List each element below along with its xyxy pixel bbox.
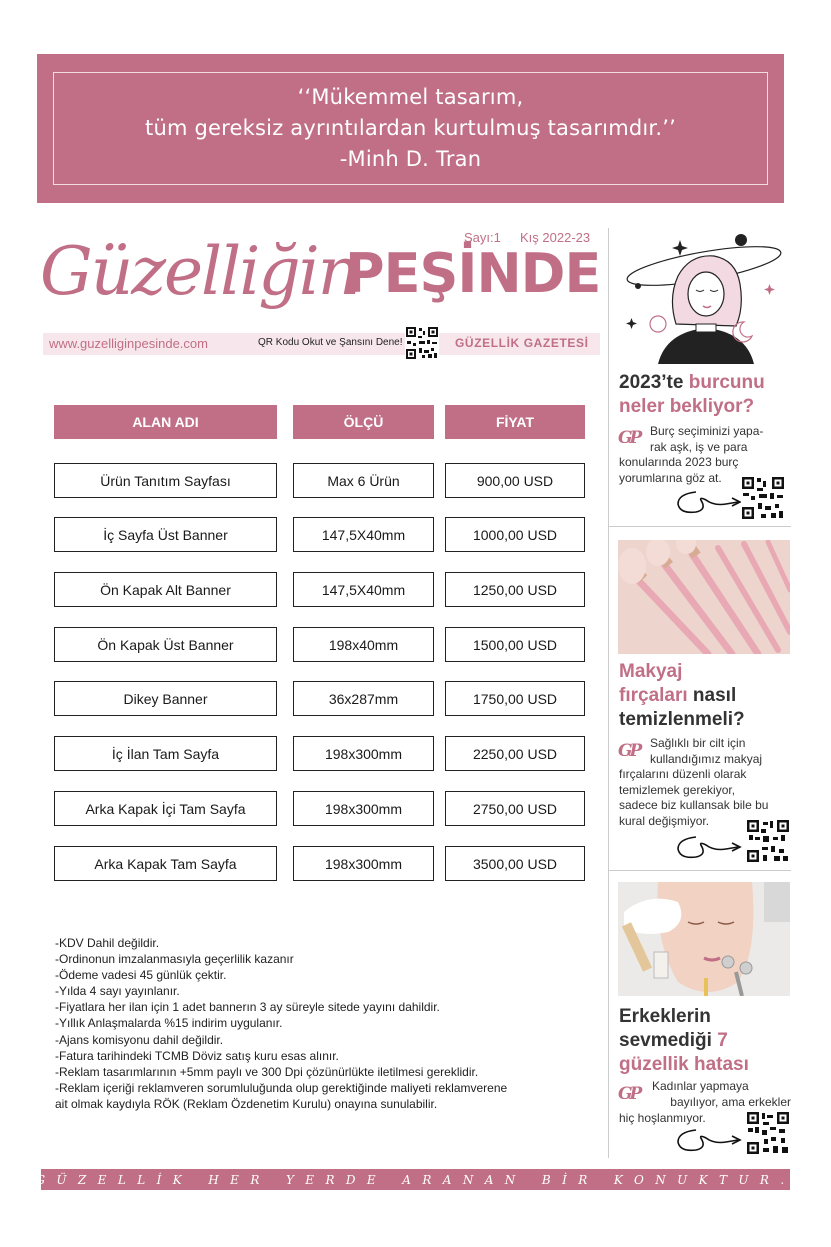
text-line: konularında 2023 burç <box>619 455 739 469</box>
row-size: 198x300mm <box>293 736 434 771</box>
gazette-tagline: GÜZELLİK GAZETESİ <box>455 336 589 350</box>
qr-code-icon[interactable] <box>746 819 790 863</box>
note-line: -Yılda 4 sayı yayınlanır. <box>55 984 180 999</box>
title-part: nasıl <box>687 685 737 706</box>
row-area-name: Dikey Banner <box>54 681 277 716</box>
article-text-mistakes-cont <box>621 1095 791 1111</box>
row-price: 1000,00 USD <box>445 517 585 552</box>
row-price: 1250,00 USD <box>445 572 585 607</box>
arrow-scribble-icon <box>676 488 748 516</box>
qr-code-icon[interactable] <box>746 1111 790 1155</box>
title-part: Makyaj <box>619 661 683 682</box>
row-area-name: İç İlan Tam Sayfa <box>54 736 277 771</box>
zodiac-illustration <box>618 228 790 364</box>
masthead-script-title: Güzelliğin <box>40 233 359 310</box>
article-title-horoscope[interactable] <box>619 371 789 419</box>
gp-logo-icon: GP <box>618 741 640 761</box>
row-size: 147,5X40mm <box>293 517 434 552</box>
issue-number: Sayı:1 <box>464 230 501 245</box>
sidebar-separator <box>608 526 791 527</box>
makeup-brushes-photo <box>618 540 790 654</box>
note-line: -Ordinonun imzalanmasıyla geçerlilik kazanır <box>55 952 294 967</box>
quote-author: -Minh D. Tran <box>339 147 482 171</box>
row-size: 147,5X40mm <box>293 572 434 607</box>
note-line: -Reklam tasarımlarının +5mm paylı ve 300 Dpi çözünürlükte iletilmesi gereklidir. <box>55 1064 479 1079</box>
quote-banner <box>37 54 784 203</box>
title-part: güzellik hatası <box>619 1054 749 1075</box>
gp-logo-icon: GP <box>618 1084 640 1104</box>
row-area-name: Arka Kapak Tam Sayfa <box>54 846 277 881</box>
issue-season: Kış 2022-23 <box>520 230 591 245</box>
text-line: hiç hoşlanmıyor. <box>619 1111 706 1125</box>
table-header-size: ÖLÇÜ <box>293 405 434 439</box>
article-text-horoscope <box>650 424 790 455</box>
qr-code-icon[interactable] <box>405 326 439 360</box>
quote-line-1: ‘‘Mükemmel tasarım, <box>297 85 524 109</box>
row-size: 36x287mm <box>293 681 434 716</box>
arrow-scribble-icon <box>676 1126 748 1154</box>
note-line: -Yıllık Anlaşmalarda %15 indirim uygulanır. <box>55 1016 283 1031</box>
row-price: 900,00 USD <box>445 463 585 498</box>
row-price: 2250,00 USD <box>445 736 585 771</box>
arrow-scribble-icon <box>676 833 748 861</box>
row-price: 1750,00 USD <box>445 681 585 716</box>
text-line: Burç seçiminizi yapa- <box>650 424 764 438</box>
masthead <box>40 222 600 362</box>
footer-motto: GÜZELLİK HER YERDE ARANAN BİR KONUKTUR. <box>35 1172 796 1187</box>
row-area-name: Ön Kapak Üst Banner <box>54 627 277 662</box>
text-line: yorumlarına göz at. <box>619 470 722 485</box>
table-header-area: ALAN ADI <box>54 405 277 439</box>
row-price: 2750,00 USD <box>445 791 585 826</box>
row-area-name: Ürün Tanıtım Sayfası <box>54 463 277 498</box>
article-text-brushes <box>650 736 790 767</box>
title-part: fırçaları <box>619 685 688 706</box>
note-line: -Fiyatlara her ilan için 1 adet bannerın 3 ay süreyle sitede yayını dahildir. <box>55 1000 440 1015</box>
note-line: -Reklam içeriği reklamveren sorumluluğunda olup gerektiğinde maliyeti reklamverene <box>55 1080 508 1095</box>
note-line: -Ajans komisyonu dahil değildir. <box>55 1032 224 1047</box>
text-line: fırçalarını düzenli olarak <box>619 767 747 781</box>
text-line: rak aşk, iş ve para <box>650 439 748 454</box>
row-area-name: Arka Kapak İçi Tam Sayfa <box>54 791 277 826</box>
text-line: sadece biz kullansak bile bu <box>619 798 769 812</box>
sidebar-separator <box>608 870 791 871</box>
row-size: 198x300mm <box>293 791 434 826</box>
footer-bar <box>35 1169 796 1190</box>
website-link[interactable]: www.guzelliginpesinde.com <box>49 336 208 351</box>
text-line: bayılıyor, ama erkekler <box>670 1095 791 1109</box>
qr-code-icon[interactable] <box>741 476 785 520</box>
facial-treatment-photo <box>618 882 790 996</box>
quote-frame <box>53 72 768 185</box>
qr-promo-text: QR Kodu Okut ve Şansını Dene! <box>258 337 403 348</box>
note-line: -Ödeme vadesi 45 günlük çektir. <box>55 968 227 983</box>
article-title-brushes[interactable] <box>619 660 789 732</box>
row-price: 3500,00 USD <box>445 846 585 881</box>
text-line: kullandığımız makyaj <box>650 751 763 766</box>
article-text-mistakes <box>652 1079 792 1095</box>
note-line: -Fatura tarihindeki TCMB Döviz satış kuru esas alınır. <box>55 1048 339 1063</box>
quote-line-2: tüm gereksiz ayrıntılardan kurtulmuş tasarımdır.’’ <box>145 116 676 140</box>
masthead-title: PEŞİNDE <box>345 242 601 305</box>
text-line: temizlemek gerekiyor, <box>619 782 736 797</box>
title-part: temizlenmeli? <box>619 709 745 730</box>
terms-notes <box>55 935 595 1112</box>
gp-logo-icon: GP <box>618 428 640 448</box>
title-part: 7 <box>717 1030 728 1051</box>
row-area-name: İç Sayfa Üst Banner <box>54 517 277 552</box>
row-price: 1500,00 USD <box>445 627 585 662</box>
row-size: Max 6 Ürün <box>293 463 434 498</box>
text-line: kural değişmiyor. <box>619 813 710 828</box>
article-title-mistakes[interactable] <box>619 1005 789 1077</box>
title-part: 2023’te <box>619 372 689 393</box>
table-header-price: FİYAT <box>445 405 585 439</box>
text-line: Sağlıklı bir cilt için <box>650 736 746 750</box>
row-area-name: Ön Kapak Alt Banner <box>54 572 277 607</box>
row-size: 198x300mm <box>293 846 434 881</box>
title-part: burcunu <box>688 372 765 393</box>
text-line: Kadınlar yapmaya <box>652 1079 749 1093</box>
sidebar-divider <box>608 228 609 1158</box>
note-line: -KDV Dahil değildir. <box>55 936 160 950</box>
title-part: sevmediği <box>619 1030 718 1051</box>
info-bar <box>43 333 600 355</box>
note-line: ait olmak kaydıyla RÖK (Reklam Özdenetim Kurulu) onayına sunulabilir. <box>55 1096 438 1111</box>
row-size: 198x40mm <box>293 627 434 662</box>
title-part: Erkeklerin <box>619 1006 711 1027</box>
title-part: neler bekliyor? <box>619 396 755 417</box>
